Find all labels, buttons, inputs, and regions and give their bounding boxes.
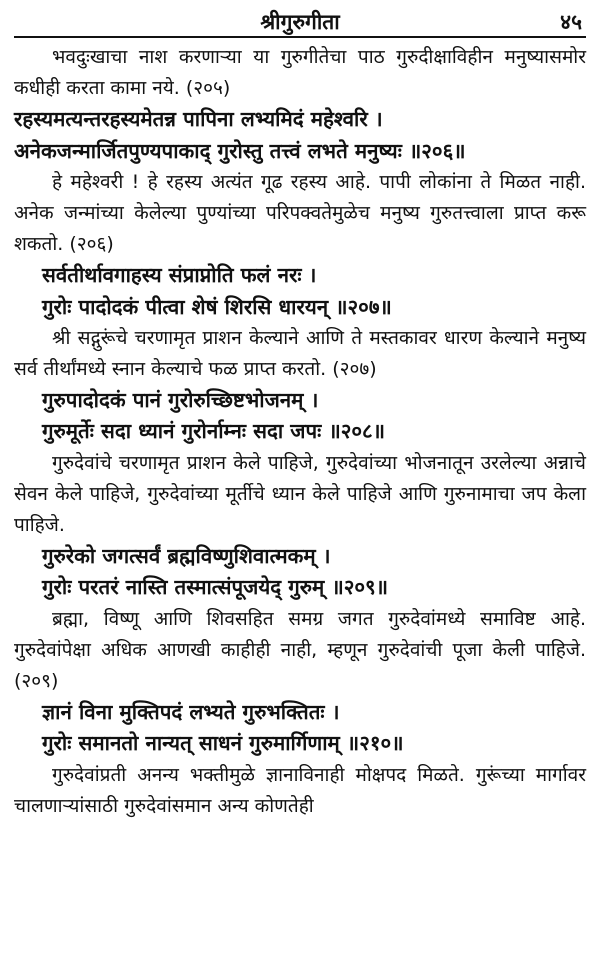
- marathi-commentary-paragraph: हे महेश्वरी ! हे रहस्य अत्यंत गूढ रहस्य आहे. पापी लोकांना ते मिळत नाही. अनेक जन्मांच्या केलेल्या पुण्यांच्या परिपक्वतेमुळेच मनुष्य गुरुतत्त्वाला प्राप्त करू शकतो. (२०६): [14, 170, 586, 256]
- sanskrit-verse-line: गुरोः परतरं नास्ति तस्मात्संपूजयेद् गुरुम् ॥२०९॥: [42, 575, 388, 600]
- sanskrit-verse-line: गुरुपादोदकं पानं गुरोरुच्छिष्टभोजनम् ।: [42, 388, 319, 413]
- running-title: श्रीगुरुगीता: [260, 10, 340, 34]
- marathi-commentary-paragraph: गुरुदेवांप्रती अनन्य भक्तीमुळे ज्ञानाविनाही मोक्षपद मिळते. गुरूंच्या मार्गावर चालणाऱ्यांसाठी गुरुदेवांसमान अन्य कोणतेही: [14, 763, 586, 817]
- sanskrit-verse-line: गुरुमूर्तेः सदा ध्यानं गुरोर्नाम्नः सदा जपः ॥२०८॥: [42, 419, 385, 444]
- marathi-commentary-paragraph: श्री सद्गुरूंचे चरणामृत प्राशन केल्याने आणि ते मस्तकावर धारण केल्याने मनुष्य सर्व तीर्थांमध्ये स्नान केल्याचे फळ प्राप्त करतो. (२०७): [14, 326, 586, 381]
- page-number: ४५: [560, 10, 582, 34]
- sanskrit-verse-line: सर्वतीर्थावगाहस्य संप्राप्नोति फलं नरः ।: [42, 263, 317, 288]
- sanskrit-verse-line: गुरोः पादोदकं पीत्वा शेषं शिरसि धारयन् ॥२०७॥: [42, 294, 392, 319]
- marathi-commentary-paragraph: ब्रह्मा, विष्णू आणि शिवसहित समग्र जगत गुरुदेवांमध्ये समाविष्ट आहे. गुरुदेवांपेक्षा अधिक आणखी काहीही नाही, म्हणून गुरुदेवांची पूजा केली पाहिजे. (२०९): [14, 607, 586, 693]
- marathi-commentary-paragraph: गुरुदेवांचे चरणामृत प्राशन केले पाहिजे, गुरुदेवांच्या भोजनातून उरलेल्या अन्नाचे सेवन केले पाहिजे, गुरुदेवांच्या मूर्तीचे ध्यान केले पाहिजे आणि गुरुनामाचा जप केला पाहिजे.: [14, 451, 586, 537]
- sanskrit-verse-line: अनेकजन्मार्जितपुण्यपाकाद् गुरोस्तु तत्त्वं लभते मनुष्यः ॥२०६॥: [14, 138, 466, 163]
- sanskrit-verse-line: गुरोः समानतो नान्यत् साधनं गुरुमार्गिणाम् ॥२१०॥: [42, 731, 404, 756]
- page-body: [14, 42, 586, 822]
- sanskrit-verse-line: रहस्यमत्यन्तरहस्यमेतन्न पापिना लभ्यमिदं महेश्वरि ।: [14, 107, 383, 132]
- sanskrit-verse-line: ज्ञानं विना मुक्तिपदं लभ्यते गुरुभक्तितः ।: [42, 700, 340, 725]
- sanskrit-verse-line: गुरुरेको जगत्सर्वं ब्रह्मविष्णुशिवात्मकम् ।: [42, 544, 331, 569]
- marathi-commentary-paragraph: भवदुःखाचा नाश करणाऱ्या या गुरुगीतेचा पाठ गुरुदीक्षाविहीन मनुष्यासमोर कधीही करता कामा नये. (२०५): [14, 46, 586, 100]
- page-header: [14, 0, 586, 38]
